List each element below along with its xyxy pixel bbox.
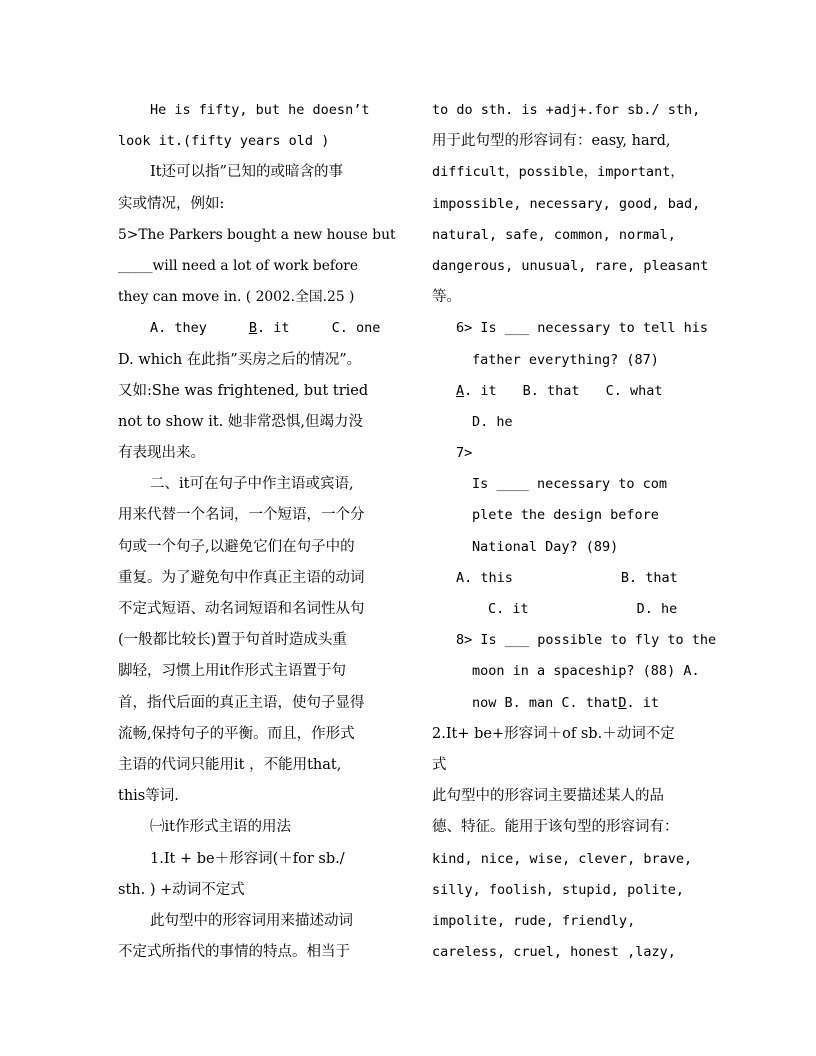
- option-a: A. they: [150, 320, 207, 337]
- question-8: 8> Is ___ possible to fly to the: [456, 632, 717, 649]
- answer-marker: B: [248, 320, 258, 337]
- text-line: 等。: [432, 289, 461, 306]
- text-line: 用来代替一个名词，一个短语，一个分: [118, 507, 365, 524]
- text-line: look it.(fifty years old ): [118, 133, 330, 150]
- option-b: B. that: [620, 569, 678, 586]
- text-line: 实或情况，例如:: [118, 195, 225, 212]
- text-line: 首，指代后面的真正主语，使句子显得: [118, 694, 365, 711]
- text-line: sth. ) +动词不定式: [118, 881, 245, 898]
- left-column: [118, 95, 398, 968]
- option-b: . it: [257, 320, 290, 337]
- text-line: 不定式所指代的事情的特点。相当于: [118, 944, 350, 961]
- text-line: 此句型中的形容词用来描述动词: [150, 912, 353, 929]
- text-line: not to show it. 她非常恐惧,但竭力没: [118, 413, 363, 430]
- options-line: [432, 563, 708, 594]
- section-heading: 二、it可在句子中作主语或宾语,: [150, 476, 354, 493]
- text-line: impolite, rude, friendly,: [432, 912, 636, 929]
- pattern-heading: 1.It + be＋形容词(＋for sb./: [150, 850, 345, 867]
- text-line: National Day? (89): [472, 538, 619, 555]
- text-line: (一般都比较长)置于句首时造成头重: [118, 632, 347, 649]
- example-5-line: 5>The Parkers bought a new house but: [118, 226, 396, 243]
- text-line: It还可以指”已知的或暗含的事: [150, 164, 343, 181]
- option-a: . it: [464, 382, 497, 399]
- option-a: A. this: [456, 569, 513, 586]
- answer-marker: A: [456, 382, 465, 399]
- option-d: D. he: [472, 413, 513, 430]
- text-line: they can move in. ( 2002.全国.25 ): [118, 289, 355, 306]
- options-line: [118, 313, 398, 344]
- text-line: plete the design before: [472, 507, 659, 524]
- text-line: 此句型中的形容词主要描述某人的品: [432, 788, 664, 805]
- text-line: kind, nice, wise, clever, brave,: [432, 850, 693, 867]
- text-line: natural, safe, common, normal,: [432, 226, 676, 243]
- text-line: difficult，possible，important，: [432, 164, 684, 181]
- text-line: moon in a spaceship? (88) A.: [472, 663, 700, 680]
- text-line: 德、特征。能用于该句型的形容词有：: [432, 819, 679, 836]
- text-line: Is ____ necessary to com: [472, 476, 668, 493]
- text-line: father everything? (87): [472, 351, 659, 368]
- options-text: now B. man C. that: [472, 694, 619, 711]
- text-line: this等词.: [118, 788, 179, 805]
- text-line: 又如:She was frightened, but tried: [118, 382, 369, 399]
- option-c: C. one: [331, 320, 381, 337]
- question-6: 6> Is ___ necessary to tell his: [456, 320, 708, 337]
- options-line: [432, 688, 708, 719]
- text-line: dangerous, unusual, rare, pleasant: [432, 257, 709, 274]
- text-line: D. which 在此指”买房之后的情况”。: [118, 351, 362, 368]
- text-line: 有表现出来。: [118, 445, 205, 462]
- text-line: careless, cruel, honest ,lazy,: [432, 944, 676, 961]
- answer-marker: D: [618, 694, 627, 711]
- option-d: . it: [626, 694, 659, 711]
- text-line: 重复。为了避免句中作真正主语的动词: [118, 569, 365, 586]
- pattern-heading: 2.It+ be+形容词＋of sb.＋动词不定: [432, 725, 675, 742]
- text-line: 用于此句型的形容词有：easy, hard,: [432, 133, 671, 150]
- question-7: 7>: [456, 445, 473, 462]
- text-line: to do sth. is +adj+.for sb./ sth,: [432, 102, 701, 118]
- options-line: [432, 594, 708, 625]
- text-line: 句或一个句子,以避免它们在句子中的: [118, 538, 355, 555]
- text-line: impossible, necessary, good, bad,: [432, 195, 701, 212]
- option-c: C. what: [605, 382, 663, 399]
- option-b: B. that: [522, 382, 580, 399]
- text-line: _____will need a lot of work before: [118, 257, 359, 274]
- text-line: 式: [432, 756, 447, 773]
- text-line: 流畅,保持句子的平衡。而且，作形式: [118, 725, 355, 742]
- text-line: 脚轻，习惯上用it作形式主语置于句: [118, 663, 346, 680]
- text-line: 主语的代词只能用it ，不能用that,: [118, 756, 342, 773]
- option-c: C. it: [488, 601, 529, 617]
- text-line: silly, foolish, stupid, polite,: [432, 881, 684, 898]
- subsection-heading: ㈠it作形式主语的用法: [150, 819, 291, 836]
- text-line: He is fifty, but he doesn’t: [150, 102, 370, 118]
- right-column: [432, 95, 717, 968]
- options-line: [432, 376, 708, 407]
- option-d: D. he: [636, 601, 678, 617]
- text-line: 不定式短语、动名词短语和名词性从句: [118, 601, 365, 617]
